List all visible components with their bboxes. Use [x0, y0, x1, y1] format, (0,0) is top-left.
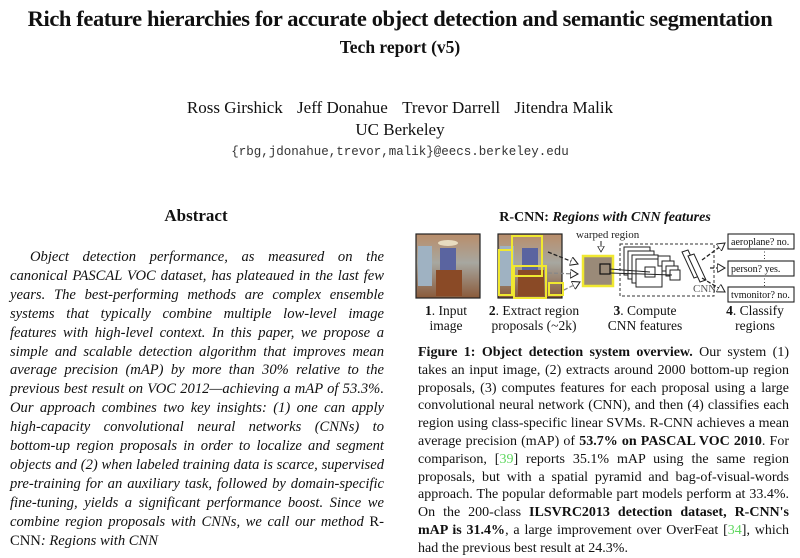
warped-region-label: warped region	[576, 229, 640, 241]
svg-text:tvmonitor? no.: tvmonitor? no.	[731, 290, 790, 301]
rcnn-pipeline-figure	[410, 228, 800, 304]
figure-caption: Figure 1: Object detection system overview. Our system (1) takes an input image, (2) extracts around 2000 bottom-up region proposals, (3) computes features for each proposal using a large convolutional neural network (CNN), and then (4) classifies each region using class-specific linear SVMs. R-CNN achieves a mean average precision (mAP) of 53.7% on PASCAL VOC 2010. For comparison, [39] reports 35.1% mAP using the same region proposals, but with a spatial pyramid and bag-of-visual-words approach. The popular deformable part models perform at 33.4%. On the 200-class ILSVRC2013 detection dataset, R-CNN's mAP is 31.4%, a large improvement over OverFeat [34], which had the previous best result at 24.3%.	[418, 345, 790, 556]
step-4-label: 4. Classify regions	[726, 303, 784, 333]
output-aeroplane	[728, 234, 794, 249]
svg-text:aeroplane? no.: aeroplane? no.	[731, 237, 790, 248]
author: Ross Girshick	[186, 98, 283, 117]
citation-link[interactable]: 39	[499, 451, 514, 467]
pipeline-diagram	[410, 228, 800, 304]
figure-title-italic: Regions with CNN features	[552, 210, 711, 225]
output-person	[728, 261, 794, 276]
author: Trevor Darrell	[402, 98, 501, 117]
abstract-text-tail: : Regions with CNN	[40, 532, 158, 549]
caption-label: Figure 1: Object detection system overview.	[418, 345, 693, 360]
pipeline-step-labels	[410, 303, 800, 335]
paper-subtitle: Tech report (v5)	[339, 37, 461, 57]
author-emails: {rbg,jdonahue,trevor,malik}@eecs.berkeley.edu	[231, 145, 569, 159]
author: Jitendra Malik	[514, 98, 614, 117]
abstract-body	[10, 248, 384, 551]
abstract-text: Object detection performance, as measured on the canonical PASCAL VOC dataset, has plateaued in the last few years. The best-performing methods are complex ensemble systems that typically combine multiple low-level image features with high-level context. In this paper, we propose a simple and scalable detection algorithm that improves mean average precision (mAP) by more than 30% relative to the previous best result on VOC 2012—achieving a mAP of 53.3%. Our approach combines two key insights: (1) one can apply high-capacity convolutional neural networks (CNNs) to bottom-up region proposals in order to localize and segment objects and (2) when labeled training data is scarce, supervised pre-training for an auxiliary task, followed by domain-specific fine-tuning, yields a significant performance boost. Since we combine region proposals with CNNs, we call our method	[10, 249, 384, 530]
citation-link[interactable]: 34	[727, 522, 742, 538]
method-name: R-CNN	[10, 513, 384, 549]
svg-text:⋮: ⋮	[760, 277, 769, 287]
step-3-label: 3. Compute CNN features	[607, 303, 683, 333]
input-image	[416, 234, 480, 298]
paper-title: Rich feature hierarchies for accurate object detection and semantic segmentation	[27, 6, 773, 31]
region-proposals-image	[498, 234, 563, 298]
abstract-heading: Abstract	[164, 206, 228, 225]
output-tvmonitor	[728, 287, 794, 302]
figure-title	[410, 210, 800, 226]
cnn-label: CNN	[693, 283, 717, 295]
affiliation: UC Berkeley	[355, 120, 445, 139]
svg-text:person? yes.: person? yes.	[731, 264, 781, 275]
author-list	[0, 98, 800, 118]
step-1-label: 1. Input image	[425, 303, 467, 333]
warped-region-image	[583, 256, 613, 286]
figure-title-bold: R-CNN:	[499, 210, 553, 225]
step-2-label: 2. Extract region proposals (~2k)	[488, 303, 580, 333]
author: Jeff Donahue	[297, 98, 388, 117]
svg-text:⋮: ⋮	[760, 250, 769, 260]
